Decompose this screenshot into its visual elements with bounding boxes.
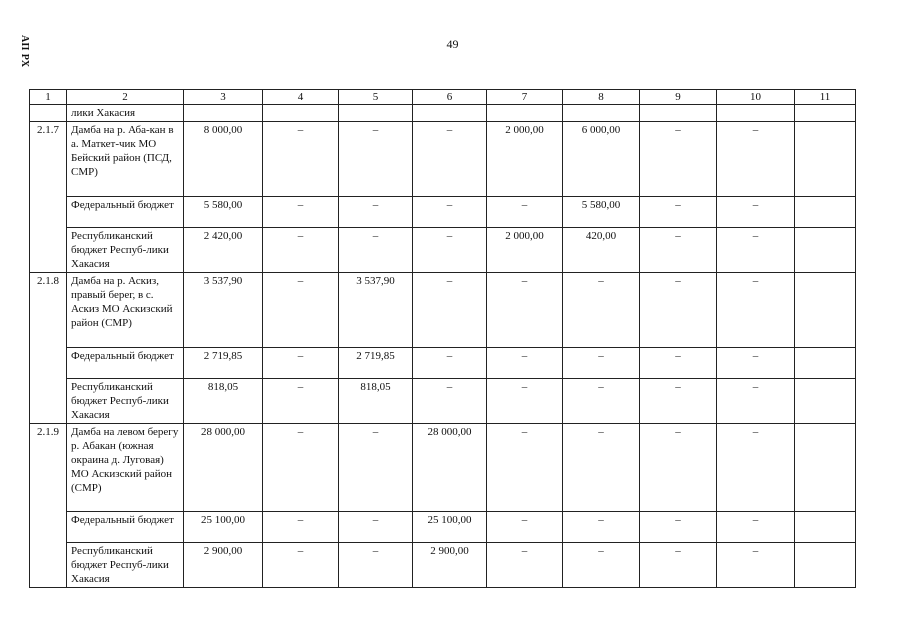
item-name: Федеральный бюджет	[67, 512, 184, 543]
value-cell: –	[263, 228, 339, 273]
value-cell: –	[263, 197, 339, 228]
table-cell	[487, 105, 563, 122]
item-name: Республиканский бюджет Респуб-лики Хакасия	[67, 228, 184, 273]
value-cell: 818,05	[184, 379, 263, 424]
value-cell	[795, 512, 856, 543]
col-header: 7	[487, 90, 563, 105]
col-header: 6	[413, 90, 487, 105]
table-cell	[795, 105, 856, 122]
value-cell: 2 900,00	[184, 543, 263, 588]
value-cell: 2 420,00	[184, 228, 263, 273]
value-cell: 8 000,00	[184, 122, 263, 197]
item-name: Дамба на р. Аба-кан в а. Маткет-чик МО Бейский район (ПСД, СМР)	[67, 122, 184, 197]
value-cell: –	[640, 379, 717, 424]
value-cell: –	[263, 379, 339, 424]
value-cell: –	[339, 228, 413, 273]
value-cell: 2 000,00	[487, 228, 563, 273]
value-cell: 25 100,00	[184, 512, 263, 543]
table-cell	[30, 105, 67, 122]
value-cell: –	[487, 543, 563, 588]
value-cell: 420,00	[563, 228, 640, 273]
col-header: 1	[30, 90, 67, 105]
value-cell: 28 000,00	[413, 424, 487, 512]
value-cell	[795, 348, 856, 379]
row-number: 2.1.7	[30, 122, 67, 273]
value-cell: –	[413, 228, 487, 273]
value-cell: –	[339, 197, 413, 228]
value-cell: –	[563, 273, 640, 348]
item-name: Федеральный бюджет	[67, 197, 184, 228]
value-cell: –	[717, 273, 795, 348]
table-cell	[413, 105, 487, 122]
value-cell: –	[339, 424, 413, 512]
value-cell: –	[640, 543, 717, 588]
page-number: 49	[446, 37, 459, 51]
value-cell: 818,05	[339, 379, 413, 424]
value-cell	[795, 543, 856, 588]
value-cell: –	[263, 273, 339, 348]
col-header: 9	[640, 90, 717, 105]
value-cell: –	[563, 424, 640, 512]
budget-table	[29, 89, 856, 588]
value-cell: –	[487, 512, 563, 543]
value-cell: –	[640, 424, 717, 512]
item-name: Федеральный бюджет	[67, 348, 184, 379]
item-name: Республиканский бюджет Респуб-лики Хакасия	[67, 543, 184, 588]
value-cell: –	[487, 273, 563, 348]
value-cell: –	[717, 197, 795, 228]
table-cell	[640, 105, 717, 122]
value-cell: –	[717, 543, 795, 588]
continuation-row	[30, 105, 856, 122]
value-cell	[795, 273, 856, 348]
value-cell: –	[717, 424, 795, 512]
value-cell: –	[640, 512, 717, 543]
value-cell: –	[487, 424, 563, 512]
value-cell: 3 537,90	[184, 273, 263, 348]
value-cell: –	[413, 197, 487, 228]
value-cell	[795, 197, 856, 228]
table-row	[30, 273, 856, 348]
table-row	[30, 379, 856, 424]
value-cell: –	[339, 512, 413, 543]
table-cell	[563, 105, 640, 122]
header-row	[30, 90, 856, 105]
value-cell: –	[563, 512, 640, 543]
col-header: 11	[795, 90, 856, 105]
value-cell: –	[717, 512, 795, 543]
value-cell: –	[263, 512, 339, 543]
value-cell: –	[339, 122, 413, 197]
row-number: 2.1.9	[30, 424, 67, 588]
value-cell: 2 719,85	[184, 348, 263, 379]
value-cell: –	[413, 122, 487, 197]
value-cell: –	[263, 348, 339, 379]
table-cell: лики Хакасия	[67, 105, 184, 122]
table-cell	[339, 105, 413, 122]
table-row	[30, 122, 856, 197]
value-cell	[795, 228, 856, 273]
value-cell: –	[640, 228, 717, 273]
table-row	[30, 228, 856, 273]
table-row	[30, 197, 856, 228]
value-cell: –	[563, 348, 640, 379]
value-cell: 3 537,90	[339, 273, 413, 348]
value-cell: –	[263, 543, 339, 588]
col-header: 10	[717, 90, 795, 105]
value-cell: –	[487, 379, 563, 424]
col-header: 3	[184, 90, 263, 105]
value-cell: –	[717, 228, 795, 273]
value-cell: 5 580,00	[184, 197, 263, 228]
value-cell: 5 580,00	[563, 197, 640, 228]
item-name: Дамба на р. Аскиз, правый берег, в с. Аскиз МО Аскизский район (СМР)	[67, 273, 184, 348]
table-cell	[263, 105, 339, 122]
value-cell: –	[717, 122, 795, 197]
table-cell	[717, 105, 795, 122]
item-name: Республиканский бюджет Респуб-лики Хакасия	[67, 379, 184, 424]
table-row	[30, 348, 856, 379]
side-label: АП РХ	[19, 35, 30, 68]
value-cell: –	[717, 348, 795, 379]
col-header: 5	[339, 90, 413, 105]
row-number: 2.1.8	[30, 273, 67, 424]
value-cell: –	[640, 197, 717, 228]
value-cell: –	[413, 379, 487, 424]
value-cell: –	[413, 273, 487, 348]
value-cell: –	[640, 273, 717, 348]
value-cell: –	[487, 197, 563, 228]
value-cell: –	[717, 379, 795, 424]
col-header: 2	[67, 90, 184, 105]
value-cell: –	[640, 122, 717, 197]
value-cell: 25 100,00	[413, 512, 487, 543]
col-header: 8	[563, 90, 640, 105]
value-cell: –	[339, 543, 413, 588]
item-name: Дамба на левом берегу р. Абакан (южная окраина д. Луговая) МО Аскизский район (СМР)	[67, 424, 184, 512]
value-cell: 2 719,85	[339, 348, 413, 379]
value-cell: 2 900,00	[413, 543, 487, 588]
value-cell: –	[413, 348, 487, 379]
value-cell: –	[563, 379, 640, 424]
table-cell	[184, 105, 263, 122]
value-cell: –	[640, 348, 717, 379]
value-cell: 6 000,00	[563, 122, 640, 197]
value-cell: –	[263, 122, 339, 197]
value-cell: –	[563, 543, 640, 588]
value-cell: –	[263, 424, 339, 512]
value-cell: –	[487, 348, 563, 379]
value-cell	[795, 424, 856, 512]
table-row	[30, 424, 856, 512]
value-cell: 28 000,00	[184, 424, 263, 512]
value-cell: 2 000,00	[487, 122, 563, 197]
col-header: 4	[263, 90, 339, 105]
table-row	[30, 512, 856, 543]
value-cell	[795, 122, 856, 197]
table-row	[30, 543, 856, 588]
value-cell	[795, 379, 856, 424]
